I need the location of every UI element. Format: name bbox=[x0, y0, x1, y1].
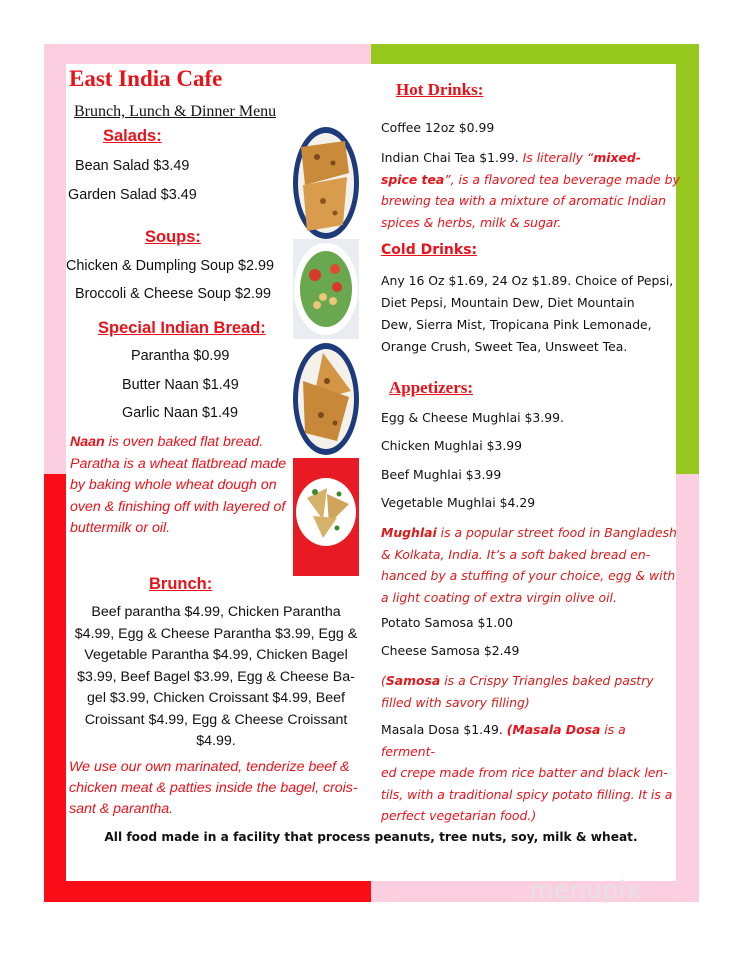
menu-item: Garlic Naan $1.49 bbox=[122, 405, 238, 421]
flatbread-photo bbox=[293, 127, 359, 239]
paratha-photo bbox=[293, 341, 359, 457]
hot-drinks-heading: Hot Drinks: bbox=[396, 80, 484, 99]
salad-photo bbox=[293, 239, 359, 339]
menu-item: Chicken Mughlai $3.99 bbox=[381, 438, 523, 453]
samosa-term: Samosa bbox=[385, 673, 441, 688]
chai-item: Indian Chai Tea $1.99. Is literally “mixed- spice tea”, is a flavored tea beverage made by brewing tea with a mixture of aromatic Indian spices & herbs, milk & sugar. bbox=[381, 150, 680, 230]
menu-item: Egg & Cheese Mughlai $3.99. bbox=[381, 410, 564, 425]
menu-item: Garden Salad $3.49 bbox=[68, 187, 197, 203]
samosa-photo bbox=[293, 458, 359, 576]
restaurant-title: East India Cafe bbox=[69, 66, 223, 91]
appetizers-heading: Appetizers: bbox=[389, 378, 474, 397]
menu-item: Beef Mughlai $3.99 bbox=[381, 467, 502, 482]
menu-item: Chicken & Dumpling Soup $2.99 bbox=[66, 258, 274, 274]
menu-subtitle: Brunch, Lunch & Dinner Menu bbox=[74, 103, 277, 120]
allergen-footer: All food made in a facility that process peanuts, tree nuts, soy, milk & wheat. bbox=[104, 830, 638, 844]
brunch-heading: Brunch: bbox=[149, 575, 213, 593]
naan-term: Naan bbox=[70, 434, 105, 450]
mughlai-note: Mughlai is a popular street food in Bangladesh & Kolkata, India. It’s a soft baked bread en- hanced by a stuffing of your choice, egg & with a light coating of extra virgin olive oil. bbox=[381, 525, 677, 605]
menu-item: Cheese Samosa $2.49 bbox=[381, 643, 520, 658]
menu-item: Parantha $0.99 bbox=[131, 348, 230, 364]
menu-item: Vegetable Mughlai $4.29 bbox=[381, 495, 536, 510]
cold-drinks-heading: Cold Drinks: bbox=[381, 242, 478, 258]
samosa-note: (Samosa is a Crispy Triangles baked pastry filled with savory filling) bbox=[381, 673, 654, 710]
salads-heading: Salads: bbox=[103, 127, 162, 145]
cold-drinks-text: Any 16 Oz $1.69, 24 Oz $1.89. Choice of Pepsi, Diet Pepsi, Mountain Dew, Diet Mountain Dew, Sierra Mist, Tropicana Pink Lemonade, Orange Crush, Sweet Tea, Unsweet Tea. bbox=[381, 273, 674, 354]
mughlai-term: Mughlai bbox=[381, 525, 437, 540]
menu-item: Butter Naan $1.49 bbox=[122, 377, 239, 393]
dosa-item: Masala Dosa $1.49. (Masala Dosa is a ferment- ed crepe made from rice batter and black len- tils, with a traditional spicy potato filling. It is a perfect vegetarian food.) bbox=[381, 722, 673, 823]
watermark: menupix bbox=[530, 876, 642, 904]
soups-heading: Soups: bbox=[145, 228, 201, 246]
bread-heading: Special Indian Bread: bbox=[98, 319, 266, 337]
menu-item: Coffee 12oz $0.99 bbox=[381, 120, 495, 135]
brunch-items: Beef parantha $4.99, Chicken Parantha $4.99, Egg & Cheese Parantha $3.99, Egg & Vegetable Parantha $4.99, Chicken Bagel $3.99, Beef Bagel $3.99, Egg & Cheese Ba- gel $3.99, Chicken Croissant $4.99, Beef Croissant $4.99, Egg & Cheese Croissant $4.99. bbox=[74, 604, 358, 749]
menu-item: Broccoli & Cheese Soup $2.99 bbox=[75, 286, 271, 302]
brunch-note: We use our own marinated, tenderize beef & chicken meat & patties inside the bagel, crois- sant & parantha. bbox=[69, 759, 358, 817]
menu-item: Potato Samosa $1.00 bbox=[381, 615, 514, 630]
bread-note: Naan is oven baked flat bread. Paratha is a wheat flatbread made by baking whole wheat dough on oven & finishing off with layered of buttermilk or oil. bbox=[70, 434, 287, 536]
menu-item: Bean Salad $3.49 bbox=[75, 158, 190, 174]
